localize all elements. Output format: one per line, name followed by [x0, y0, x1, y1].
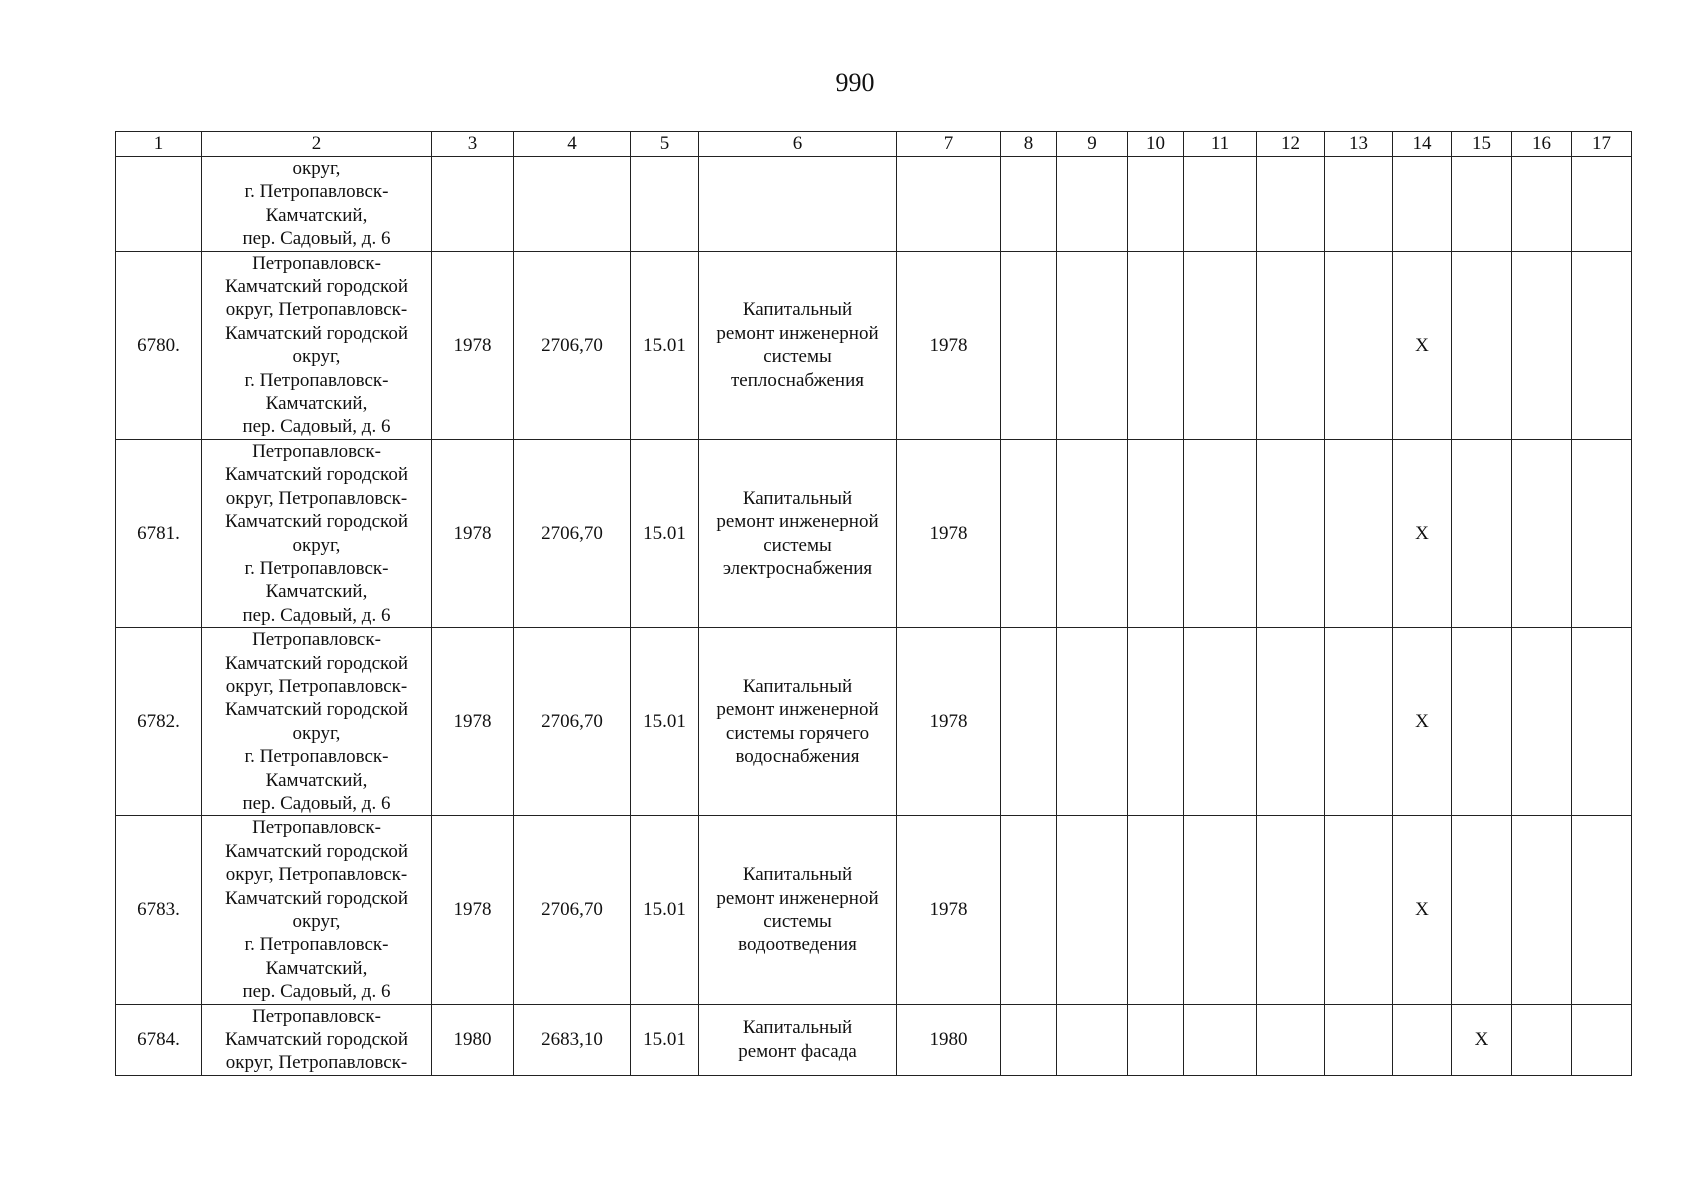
code-cell: 15.01: [631, 628, 699, 816]
col-10-cell: [1128, 251, 1184, 439]
column-number-header: 6: [699, 132, 897, 157]
address-cell: Петропавловск- Камчатский городской округ, Петропавловск- Камчатский городской округ, г. Петропавловск- Камчатский, пер. Садовый, д. 6: [202, 628, 432, 816]
col-11-cell: [1184, 628, 1257, 816]
column-number-header: 15: [1452, 132, 1512, 157]
col-16-cell: [1512, 628, 1572, 816]
col-14-cell: X: [1393, 628, 1452, 816]
area-cell: 2706,70: [514, 439, 631, 627]
column-number-header: 3: [432, 132, 514, 157]
record-number-cell: 6780.: [116, 251, 202, 439]
col-10-cell: [1128, 157, 1184, 252]
column-number-header: 9: [1057, 132, 1128, 157]
work-type-cell: Капитальный ремонт инженерной системы водоотведения: [699, 816, 897, 1004]
col-15-cell: X: [1452, 1004, 1512, 1075]
code-cell: [631, 157, 699, 252]
year-built-cell: 1978: [432, 251, 514, 439]
address-cell: Петропавловск- Камчатский городской округ, Петропавловск- Камчатский городской округ, г. Петропавловск- Камчатский, пер. Садовый, д. 6: [202, 251, 432, 439]
col-9-cell: [1057, 816, 1128, 1004]
col-17-cell: [1572, 251, 1632, 439]
col-15-cell: [1452, 439, 1512, 627]
work-type-cell: [699, 157, 897, 252]
col-8-cell: [1001, 628, 1057, 816]
column-number-header: 5: [631, 132, 699, 157]
col-11-cell: [1184, 1004, 1257, 1075]
col-13-cell: [1325, 251, 1393, 439]
table-row: [116, 439, 1632, 627]
col-12-cell: [1257, 157, 1325, 252]
column-number-header: 4: [514, 132, 631, 157]
column-number-header: 1: [116, 132, 202, 157]
col-9-cell: [1057, 251, 1128, 439]
col-12-cell: [1257, 816, 1325, 1004]
address-cell: Петропавловск- Камчатский городской округ, Петропавловск-: [202, 1004, 432, 1075]
col-10-cell: [1128, 439, 1184, 627]
col-17-cell: [1572, 1004, 1632, 1075]
col-16-cell: [1512, 1004, 1572, 1075]
col-13-cell: [1325, 1004, 1393, 1075]
table-row: [116, 1004, 1632, 1075]
table-row: [116, 628, 1632, 816]
column-number-header-row: [116, 132, 1632, 157]
col-9-cell: [1057, 1004, 1128, 1075]
work-type-cell: Капитальный ремонт инженерной системы теплоснабжения: [699, 251, 897, 439]
work-type-cell: Капитальный ремонт фасада: [699, 1004, 897, 1075]
address-cell: Петропавловск- Камчатский городской округ, Петропавловск- Камчатский городской округ, г. Петропавловск- Камчатский, пер. Садовый, д. 6: [202, 816, 432, 1004]
col-9-cell: [1057, 157, 1128, 252]
record-number-cell: 6783.: [116, 816, 202, 1004]
code-cell: 15.01: [631, 439, 699, 627]
column-number-header: 7: [897, 132, 1001, 157]
col-15-cell: [1452, 628, 1512, 816]
col-11-cell: [1184, 816, 1257, 1004]
col-10-cell: [1128, 1004, 1184, 1075]
col-12-cell: [1257, 251, 1325, 439]
area-cell: 2683,10: [514, 1004, 631, 1075]
col-12-cell: [1257, 1004, 1325, 1075]
col-11-cell: [1184, 157, 1257, 252]
record-number-cell: 6784.: [116, 1004, 202, 1075]
col-17-cell: [1572, 157, 1632, 252]
year-cell: 1978: [897, 439, 1001, 627]
col-13-cell: [1325, 157, 1393, 252]
col-15-cell: [1452, 157, 1512, 252]
col-8-cell: [1001, 157, 1057, 252]
col-14-cell: X: [1393, 251, 1452, 439]
column-number-header: 13: [1325, 132, 1393, 157]
col-9-cell: [1057, 439, 1128, 627]
column-number-header: 17: [1572, 132, 1632, 157]
col-17-cell: [1572, 816, 1632, 1004]
col-8-cell: [1001, 1004, 1057, 1075]
table-row: [116, 157, 1632, 252]
column-number-header: 8: [1001, 132, 1057, 157]
col-15-cell: [1452, 816, 1512, 1004]
record-number-cell: 6781.: [116, 439, 202, 627]
work-type-cell: Капитальный ремонт инженерной системы электроснабжения: [699, 439, 897, 627]
column-number-header: 2: [202, 132, 432, 157]
col-10-cell: [1128, 816, 1184, 1004]
year-built-cell: 1980: [432, 1004, 514, 1075]
table-row: [116, 251, 1632, 439]
address-cell: округ, г. Петропавловск- Камчатский, пер. Садовый, д. 6: [202, 157, 432, 252]
record-number-cell: 6782.: [116, 628, 202, 816]
year-cell: 1980: [897, 1004, 1001, 1075]
year-built-cell: 1978: [432, 816, 514, 1004]
col-11-cell: [1184, 439, 1257, 627]
col-14-cell: [1393, 1004, 1452, 1075]
col-16-cell: [1512, 251, 1572, 439]
col-16-cell: [1512, 439, 1572, 627]
col-17-cell: [1572, 439, 1632, 627]
col-13-cell: [1325, 816, 1393, 1004]
area-cell: 2706,70: [514, 251, 631, 439]
code-cell: 15.01: [631, 816, 699, 1004]
work-type-cell: Капитальный ремонт инженерной системы горячего водоснабжения: [699, 628, 897, 816]
area-cell: 2706,70: [514, 628, 631, 816]
address-cell: Петропавловск- Камчатский городской округ, Петропавловск- Камчатский городской округ, г. Петропавловск- Камчатский, пер. Садовый, д. 6: [202, 439, 432, 627]
col-13-cell: [1325, 628, 1393, 816]
col-16-cell: [1512, 816, 1572, 1004]
registry-table: [115, 131, 1632, 1076]
year-cell: 1978: [897, 816, 1001, 1004]
col-8-cell: [1001, 251, 1057, 439]
col-13-cell: [1325, 439, 1393, 627]
table-body: [116, 132, 1632, 1076]
area-cell: 2706,70: [514, 816, 631, 1004]
col-16-cell: [1512, 157, 1572, 252]
year-cell: [897, 157, 1001, 252]
col-14-cell: X: [1393, 816, 1452, 1004]
col-9-cell: [1057, 628, 1128, 816]
page-number: 990: [835, 68, 875, 97]
code-cell: 15.01: [631, 251, 699, 439]
column-number-header: 10: [1128, 132, 1184, 157]
year-cell: 1978: [897, 251, 1001, 439]
col-12-cell: [1257, 628, 1325, 816]
table-row: [116, 816, 1632, 1004]
col-14-cell: X: [1393, 439, 1452, 627]
col-15-cell: [1452, 251, 1512, 439]
record-number-cell: [116, 157, 202, 252]
col-8-cell: [1001, 439, 1057, 627]
code-cell: 15.01: [631, 1004, 699, 1075]
column-number-header: 16: [1512, 132, 1572, 157]
col-10-cell: [1128, 628, 1184, 816]
year-built-cell: [432, 157, 514, 252]
area-cell: [514, 157, 631, 252]
col-11-cell: [1184, 251, 1257, 439]
col-14-cell: [1393, 157, 1452, 252]
col-17-cell: [1572, 628, 1632, 816]
year-built-cell: 1978: [432, 628, 514, 816]
col-8-cell: [1001, 816, 1057, 1004]
column-number-header: 14: [1393, 132, 1452, 157]
year-built-cell: 1978: [432, 439, 514, 627]
year-cell: 1978: [897, 628, 1001, 816]
column-number-header: 12: [1257, 132, 1325, 157]
column-number-header: 11: [1184, 132, 1257, 157]
col-12-cell: [1257, 439, 1325, 627]
